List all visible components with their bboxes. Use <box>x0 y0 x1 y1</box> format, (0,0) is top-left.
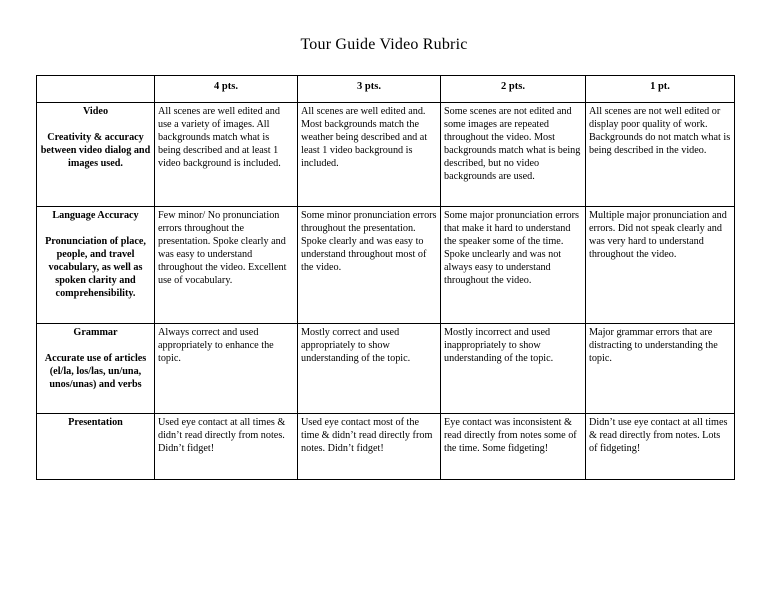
header-cell-category <box>37 76 155 103</box>
category-cell-video <box>37 103 155 207</box>
category-cell-grammar <box>37 324 155 414</box>
criteria-cell: Used eye contact most of the time & didn’t read directly from notes. Didn’t fidget! <box>298 414 441 480</box>
category-description: Accurate use of articles (el/la, los/las, un/una, unos/unas) and verbs <box>44 353 147 390</box>
criteria-cell: Some minor pronunciation errors throughout the presentation. Spoke clearly and was easy to understand throughout most of the video. <box>298 207 441 324</box>
category-cell-presentation <box>37 414 155 480</box>
category-description: Creativity & accuracy between video dialog and images used. <box>40 132 151 169</box>
header-cell-4-pts: 4 pts. <box>155 76 298 103</box>
category-title: Presentation <box>68 417 123 428</box>
table-row <box>37 103 735 207</box>
criteria-cell: All scenes are not well edited or display poor quality of work. Backgrounds do not match what is being described in the video. <box>586 103 735 207</box>
table-row <box>37 324 735 414</box>
criteria-cell: Major grammar errors that are distracting to understanding the topic. <box>586 324 735 414</box>
category-title: Grammar <box>73 327 118 338</box>
criteria-cell: Didn’t use eye contact at all times & read directly from notes. Lots of fidgeting! <box>586 414 735 480</box>
header-row <box>37 76 735 103</box>
criteria-cell: Mostly incorrect and used inappropriately to show understanding of the topic. <box>441 324 586 414</box>
criteria-cell: Always correct and used appropriately to enhance the topic. <box>155 324 298 414</box>
rubric-table <box>36 75 735 480</box>
header-cell-3-pts: 3 pts. <box>298 76 441 103</box>
header-cell-2-pts: 2 pts. <box>441 76 586 103</box>
criteria-cell: Multiple major pronunciation and errors. Did not speak clearly and was very hard to understand throughout the video. <box>586 207 735 324</box>
table-row <box>37 207 735 324</box>
category-cell-language-accuracy <box>37 207 155 324</box>
criteria-cell: Some major pronunciation errors that make it hard to understand the speaker some of the time. Spoke unclearly and was not always easy to understand throughout the video. <box>441 207 586 324</box>
criteria-cell: Mostly correct and used appropriately to show understanding of the topic. <box>298 324 441 414</box>
criteria-cell: Eye contact was inconsistent & read directly from notes some of the time. Some fidgeting! <box>441 414 586 480</box>
category-title: Language Accuracy <box>52 210 139 221</box>
criteria-cell: All scenes are well edited and. Most backgrounds match the weather being described and at least 1 video background is included. <box>298 103 441 207</box>
criteria-cell: Few minor/ No pronunciation errors throughout the presentation. Spoke clearly and was easy to understand throughout the video. Excellent use of vocabulary. <box>155 207 298 324</box>
header-cell-1-pt: 1 pt. <box>586 76 735 103</box>
criteria-cell: All scenes are well edited and use a variety of images. All backgrounds match what is being described and at least 1 video background is included. <box>155 103 298 207</box>
criteria-cell: Used eye contact at all times & didn’t read directly from notes. Didn’t fidget! <box>155 414 298 480</box>
table-row <box>37 414 735 480</box>
category-description: Pronunciation of place, people, and travel vocabulary, as well as spoken clarity and comprehensibility. <box>45 236 146 299</box>
category-title: Video <box>82 106 109 117</box>
page-title: Tour Guide Video Rubric <box>300 36 468 53</box>
criteria-cell: Some scenes are not edited and some images are repeated throughout the video. Most backgrounds match what is being described, but no video backgrounds are used. <box>441 103 586 207</box>
